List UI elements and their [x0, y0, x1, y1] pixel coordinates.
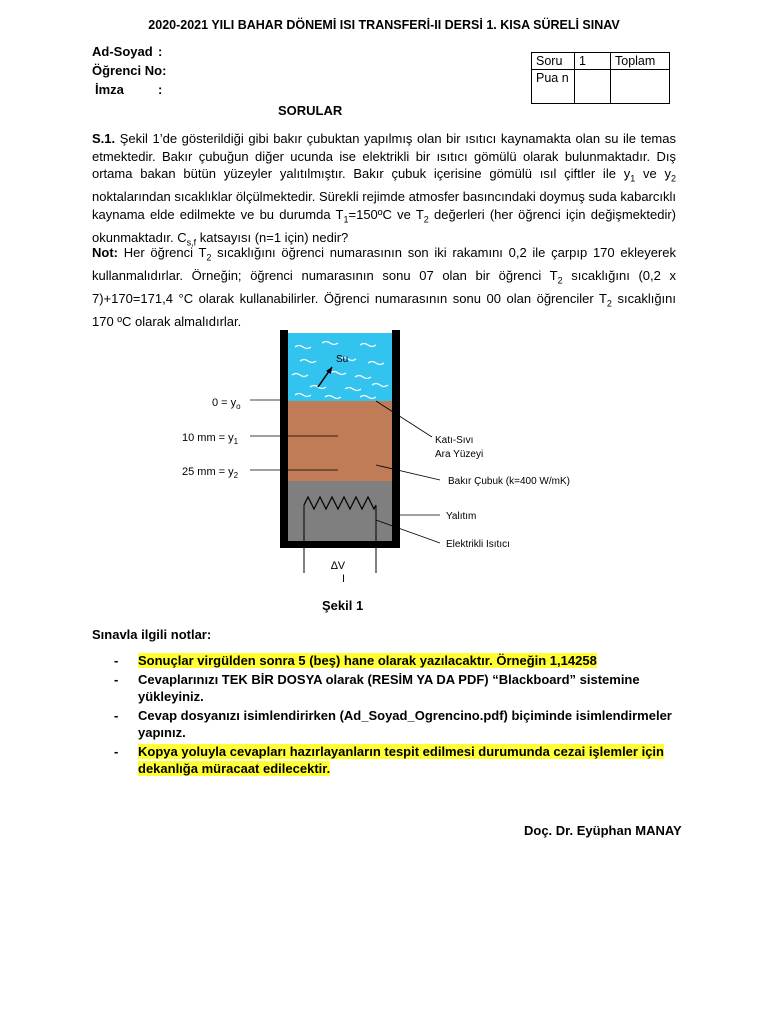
water-region — [288, 333, 392, 401]
question-text: Şekil 1’de gösterildiği gibi bakır çubuktan yapılmış olan bir ısıtıcı kaynamakta olan su ile temas etmektedir. Bakır çubuğun diğer ucunda ise elektrikli bir ısıtıcı gömülü olarak bulunmaktadır. Dış ortama bakan bütün yüzeyler yalıtılmıştır. Bakır çubuk içerisine gömülü ısıl çiftler ile y — [92, 131, 676, 181]
list-item: - Kopya yoluyla cevapları hazırlayanların tespit edilmesi durumunda cezai işlemler için dekanlığa müracaat edilecektir. — [114, 743, 664, 776]
section-title: SORULAR — [278, 103, 343, 118]
figure-caption: Şekil 1 — [322, 598, 364, 613]
water-label: Su — [336, 354, 349, 365]
question-paragraph: S.1. Şekil 1’de gösterildiği gibi bakır çubuktan yapılmış olan bir ısıtıcı kaynamakta olan su ile temas etmektedir. Bakır çubuğun diğer ucunda ise elektrikli bir ısıtıcı gömülü olarak bulunmaktadır. Dış ortama bakan bütün yüzeyler yalıtılmıştır. Bakır çubuk içerisine gömülü ısıl çiftler ile $y_1$ ve $y_2$ noktalarından sıcaklıklar ölçülmektedir. Sürekli rejimde atmosfer basıncındaki doymuş suda kabarcıklı kaynama elde edilmekte ve bu durumda $T_1=150ºC$ ve $T_2$ değerleri (her öğrenci için değişmektedir) okunmaktadır. $C_{s,f}$ katsayısı (n=1 için) nedir? — [92, 131, 677, 248]
exam-title: 2020-2021 YILI BAHAR DÖNEMİ ISI TRANSFERİ-II DERSİ 1. KISA SÜRELİ SINAV — [148, 18, 620, 32]
name-label: Ad-Soyad — [92, 44, 153, 59]
notes-heading: Sınavla ilgili notlar: — [92, 627, 212, 642]
interface-label-1: Katı-Sıvı — [435, 435, 474, 446]
score-table — [531, 52, 670, 104]
question-label: S.1. — [92, 131, 116, 146]
score-header-total: Toplam — [611, 53, 670, 70]
note-label: Not: — [92, 245, 118, 260]
list-item: - Sonuçlar virgülden sonra 5 (beş) hane olarak yazılacaktır. Örneğin 1,14258 — [114, 653, 597, 668]
name-colon: : — [158, 44, 163, 59]
score-row-label: Pua n — [532, 70, 575, 104]
score-header-q1: 1 — [575, 53, 611, 70]
notes-list — [92, 652, 682, 779]
y2-label: 25 mm = $y_2$ — [182, 466, 239, 480]
signature: Doç. Dr. Eyüphan MANAY — [524, 823, 682, 838]
current-label: I — [342, 573, 346, 585]
student-no-label: Öğrenci No: — [92, 63, 167, 78]
signature-label: İmza — [95, 82, 124, 97]
score-header-question: Soru — [532, 53, 575, 70]
score-cell-total[interactable] — [611, 70, 670, 104]
signature-colon: : — [158, 82, 163, 97]
figure-1-diagram — [182, 325, 570, 590]
list-item: - Cevap dosyanızı isimlendirirken (Ad_Soyad_Ogrencino.pdf) biçiminde isimlendirmeler yapınız. — [114, 707, 672, 740]
y1-label: 10 mm = $y_1$ — [182, 432, 239, 446]
note-paragraph: Not: Her öğrenci $T_2$ sıcaklığını öğrenci numarasının son iki rakamını 0,2 ile çarpıp 170 ekleyerek kullanmalıdırlar. Örneğin; öğrenci numarasının sonu 07 olan bir öğrenci $T_2$ sıcaklığını (0,2 x 7)+170=171,4 °C olarak kullanabilirler. Öğrenci numarasının sonu 00 olan öğrenciler $T_2$ sıcaklığını 170 ºC olarak almalıdırlar. — [92, 245, 677, 330]
voltage-label: ∆V — [331, 560, 346, 572]
list-item: - Cevaplarınızı TEK BİR DOSYA olarak (RESİM YA DA PDF) “Blackboard” sistemine yükleyiniz. — [114, 671, 640, 704]
score-cell-q1[interactable] — [575, 70, 611, 104]
interface-label-2: Ara Yüzeyi — [435, 449, 484, 460]
copper-rod — [288, 401, 392, 481]
bottom-wall — [280, 541, 400, 548]
y0-label: $0 = y_o$ — [212, 397, 241, 411]
insulation-label: Yalıtım — [446, 511, 477, 522]
left-wall — [280, 330, 288, 548]
rod-label: Bakır Çubuk (k=400 W/mK) — [448, 476, 570, 487]
right-wall — [392, 330, 400, 548]
heater-label: Elektrikli Isıtıcı — [446, 539, 510, 550]
